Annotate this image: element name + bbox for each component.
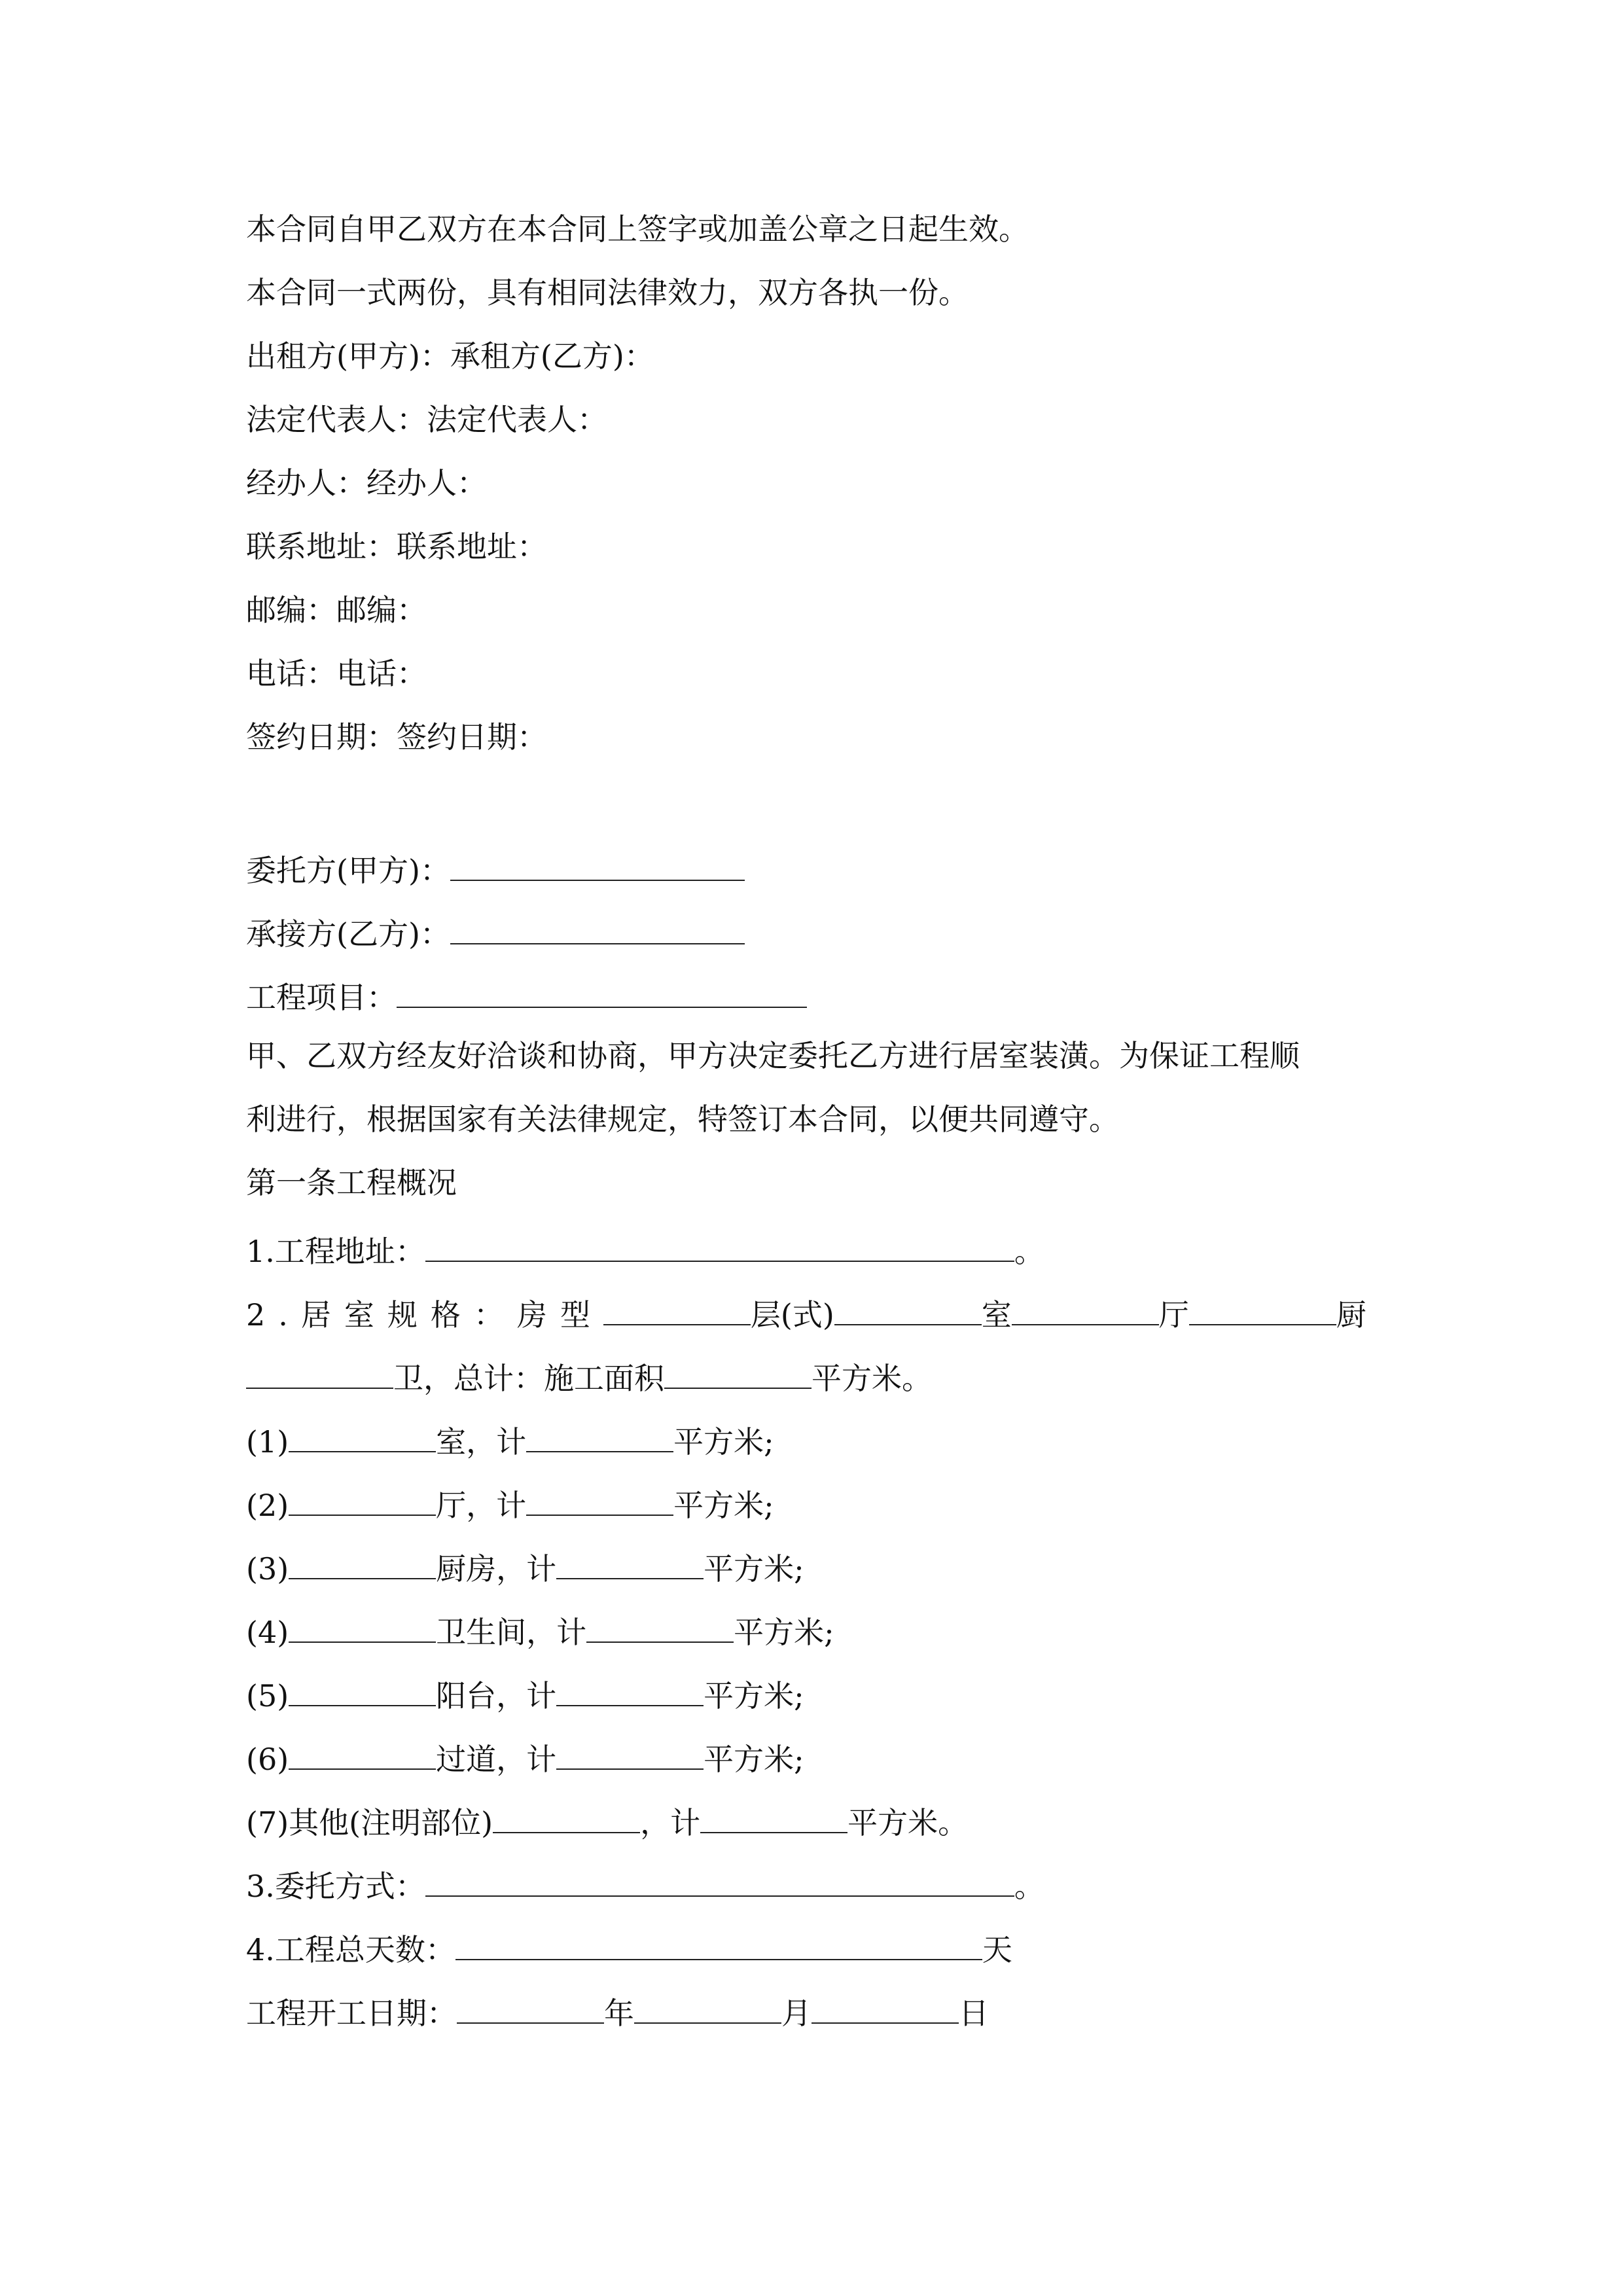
clause-copies: 本合同一式两份，具有相同法律效力，双方各执一份。 xyxy=(246,275,969,310)
area-unit: 平方米; xyxy=(704,1551,804,1587)
area-name: 室，计 xyxy=(436,1424,527,1460)
spec-room: 室 xyxy=(981,1297,1012,1333)
contractor-label: 承接方(乙方)： xyxy=(246,916,450,952)
area-size-blank xyxy=(556,1734,704,1770)
spec-hall-blank xyxy=(1012,1290,1159,1325)
client-label: 委托方(甲方)： xyxy=(246,853,450,888)
area-count-blank xyxy=(289,1671,436,1706)
area-other-mid: ，计 xyxy=(640,1805,701,1840)
intro-line-2: 利进行，根据国家有关法律规定，特签订本合同，以便共同遵守。 xyxy=(246,1102,1119,1137)
entrust-line xyxy=(246,1861,1044,1904)
agent-line: 经办人：经办人： xyxy=(246,465,487,501)
days-label: 4.工程总天数： xyxy=(246,1932,455,1967)
area-name: 阳台，计 xyxy=(436,1678,557,1713)
area-other-label: (7)其他(注明部位) xyxy=(246,1805,493,1840)
area-unit: 平方米; xyxy=(704,1742,804,1777)
entrust-end: 。 xyxy=(1014,1869,1044,1904)
project-line xyxy=(246,973,807,1015)
entrust-label: 3.委托方式： xyxy=(246,1869,425,1904)
area-name: 厅，计 xyxy=(436,1488,527,1523)
area-num: (6) xyxy=(246,1742,289,1777)
spec-bath-blank xyxy=(246,1354,393,1389)
spec-floor-blank xyxy=(603,1290,751,1325)
area-row xyxy=(246,1480,774,1523)
start-month: 月 xyxy=(781,1996,812,2031)
area-size-blank xyxy=(526,1480,673,1516)
days-unit: 天 xyxy=(982,1932,1012,1967)
contractor-line xyxy=(246,909,745,952)
area-unit: 平方米; xyxy=(673,1424,774,1460)
area-row xyxy=(246,1671,804,1713)
contractor-blank xyxy=(450,909,745,944)
area-count-blank xyxy=(289,1544,436,1579)
entrust-blank xyxy=(425,1861,1014,1897)
start-year-blank xyxy=(457,1988,604,2024)
area-count-blank xyxy=(289,1734,436,1770)
area-other-size-blank xyxy=(700,1798,847,1833)
area-num: (4) xyxy=(246,1615,289,1650)
start-day-blank xyxy=(812,1988,959,2024)
area-name: 厨房，计 xyxy=(436,1551,557,1587)
area-count-blank xyxy=(289,1480,436,1516)
spec-line-2 xyxy=(246,1354,932,1396)
project-blank xyxy=(397,973,807,1008)
start-year: 年 xyxy=(604,1996,634,2031)
area-other-unit: 平方米。 xyxy=(847,1805,969,1840)
spec-label: 2.居室规格：房型 xyxy=(246,1297,603,1333)
client-line xyxy=(246,846,745,888)
area-num: (1) xyxy=(246,1424,289,1460)
start-day: 日 xyxy=(959,1996,989,2031)
parties-line: 出租方(甲方)：承租方(乙方)： xyxy=(246,338,654,374)
days-blank xyxy=(455,1925,982,1960)
area-name: 卫生间，计 xyxy=(436,1615,587,1650)
phone-line: 电话：电话： xyxy=(246,656,427,691)
intro-line-1: 甲、乙双方经友好洽谈和协商，甲方决定委托乙方进行居室装潢。为保证工程顺 xyxy=(246,1038,1300,1073)
area-size-blank xyxy=(586,1607,734,1643)
spec-kitchen-blank xyxy=(1189,1290,1336,1325)
area-row xyxy=(246,1544,804,1587)
days-line xyxy=(246,1925,1012,1967)
area-row xyxy=(246,1417,774,1460)
postcode-line: 邮编：邮编： xyxy=(246,592,427,628)
area-num: (3) xyxy=(246,1551,289,1587)
start-month-blank xyxy=(634,1988,781,2024)
spec-bath: 卫，总计：施工面积 xyxy=(393,1361,664,1396)
spec-room-blank xyxy=(834,1290,982,1325)
area-size-blank xyxy=(526,1417,673,1452)
area-size-blank xyxy=(556,1671,704,1706)
clause-effective: 本合同自甲乙双方在本合同上签字或加盖公章之日起生效。 xyxy=(246,211,1029,247)
spec-floor: 层(式) xyxy=(750,1297,834,1333)
area-count-blank xyxy=(289,1607,436,1643)
client-blank xyxy=(450,846,745,881)
spec-hall: 厅 xyxy=(1158,1297,1189,1333)
site-address-blank xyxy=(425,1227,1014,1262)
area-count-blank xyxy=(289,1417,436,1452)
start-label: 工程开工日期： xyxy=(246,1996,457,2031)
area-row-other xyxy=(246,1798,969,1840)
area-unit: 平方米; xyxy=(704,1678,804,1713)
spec-kitchen: 厨 xyxy=(1336,1297,1366,1333)
project-label: 工程项目： xyxy=(246,980,397,1015)
site-address-line xyxy=(246,1227,1044,1269)
sign-date-line: 签约日期：签约日期： xyxy=(246,719,547,755)
start-date-line xyxy=(246,1988,989,2031)
site-address-label: 1.工程地址： xyxy=(246,1234,425,1269)
spec-unit: 平方米。 xyxy=(812,1361,932,1396)
legal-rep-line: 法定代表人：法定代表人： xyxy=(246,402,607,437)
area-name: 过道，计 xyxy=(436,1742,557,1777)
area-size-blank xyxy=(556,1544,704,1579)
spec-total-blank xyxy=(664,1354,812,1389)
area-other-part-blank xyxy=(493,1798,640,1833)
area-row xyxy=(246,1607,834,1650)
area-unit: 平方米; xyxy=(673,1488,774,1523)
area-num: (2) xyxy=(246,1488,289,1523)
area-unit: 平方米; xyxy=(734,1615,834,1650)
site-address-end: 。 xyxy=(1014,1234,1044,1269)
address-line: 联系地址：联系地址： xyxy=(246,529,547,564)
area-row xyxy=(246,1734,804,1777)
spec-line xyxy=(246,1290,1366,1333)
area-num: (5) xyxy=(246,1678,289,1713)
article1-title: 第一条工程概况 xyxy=(246,1165,457,1200)
